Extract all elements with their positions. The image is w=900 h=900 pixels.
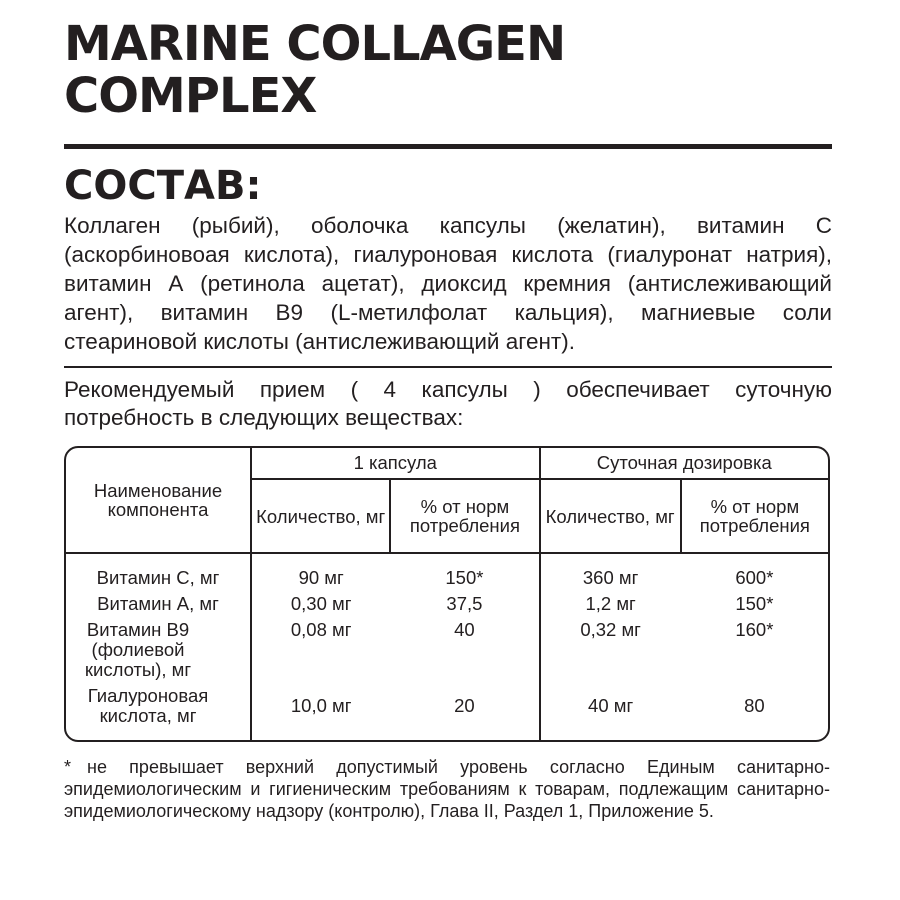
header-daily-amount: Количество, мг <box>540 479 681 553</box>
header-one-amount: Количество, мг <box>251 479 390 553</box>
footnote <box>64 756 830 822</box>
row-daily-amount: 40 мг <box>540 680 681 740</box>
title-divider <box>64 144 832 149</box>
row-daily-percent: 600* <box>735 567 774 588</box>
intake-text: Рекомендуемый прием ( 4 капсулы ) обеспечивает суточную потребность в следующих веществах: <box>64 377 832 430</box>
row-daily-percent: 150* <box>735 593 774 614</box>
product-title-line2: COMPLEX <box>64 68 317 124</box>
header-daily-percent: % от норм потребления <box>681 479 828 553</box>
composition-text: Коллаген (рыбий), оболочка капсулы (желатин), витамин С (аскорбиновоая кислота), гиалуроновая кислота (гиалуронат натрия), витамин А (ретинола ацетат), диоксид кремния (антислеживающий агент), витамин В9 (L-метилфолат кальция), магниевые соли стеариновой кислоты (антислеживающий агент). <box>64 213 832 354</box>
header-component: Наименование компонента <box>66 448 251 553</box>
row-daily-amount: 0,32 мг <box>540 614 681 680</box>
footnote-text: не превышает верхний допустимый уровень согласно Единым санитарно-эпидемиологическим и гигиеническим требованиям к товарам, подлежащим санитарно-эпидемиологическому надзору (контролю), Глава II, Раздел 1, Приложение 5. <box>64 757 830 821</box>
product-title <box>64 18 832 122</box>
row-name: Витамин А, мг <box>66 588 251 614</box>
row-daily-percent: 80 <box>744 695 765 716</box>
table-row <box>66 588 828 614</box>
row-name: Витамин С, мг <box>66 553 251 588</box>
header-daily-dose: Суточная дозировка <box>540 448 828 479</box>
row-one-amount: 0,30 мг <box>290 593 352 614</box>
row-name: Витамин В9 (фолиевой кислоты), мг <box>66 614 251 680</box>
composition-heading: СОСТАВ: <box>64 163 262 209</box>
row-one-percent: 37,5 <box>446 593 483 614</box>
row-daily-amount: 360 мг <box>540 553 681 588</box>
header-one-capsule: 1 капсула <box>251 448 539 479</box>
row-one-percent: 20 <box>454 695 475 716</box>
row-daily-amount: 1,2 мг <box>540 588 681 614</box>
table-row <box>66 614 828 680</box>
row-one-amount: 90 мг <box>298 567 344 588</box>
row-one-amount: 0,08 мг <box>290 619 352 640</box>
row-name: Гиалуроновая кислота, мг <box>66 680 251 740</box>
label-page <box>64 18 832 822</box>
footnote-star: * <box>64 757 72 777</box>
header-one-percent: % от норм потребления <box>390 479 539 553</box>
table-row <box>66 680 828 740</box>
product-title-line1: MARINE COLLAGEN <box>64 16 566 72</box>
nutrition-table-frame <box>64 446 830 742</box>
row-one-percent: 150* <box>445 567 484 588</box>
nutrition-table <box>66 448 828 740</box>
row-one-percent: 40 <box>454 619 475 640</box>
row-daily-percent: 160* <box>735 619 774 640</box>
table-row <box>66 553 828 588</box>
composition-divider <box>64 366 832 368</box>
row-one-amount: 10,0 мг <box>290 695 352 716</box>
